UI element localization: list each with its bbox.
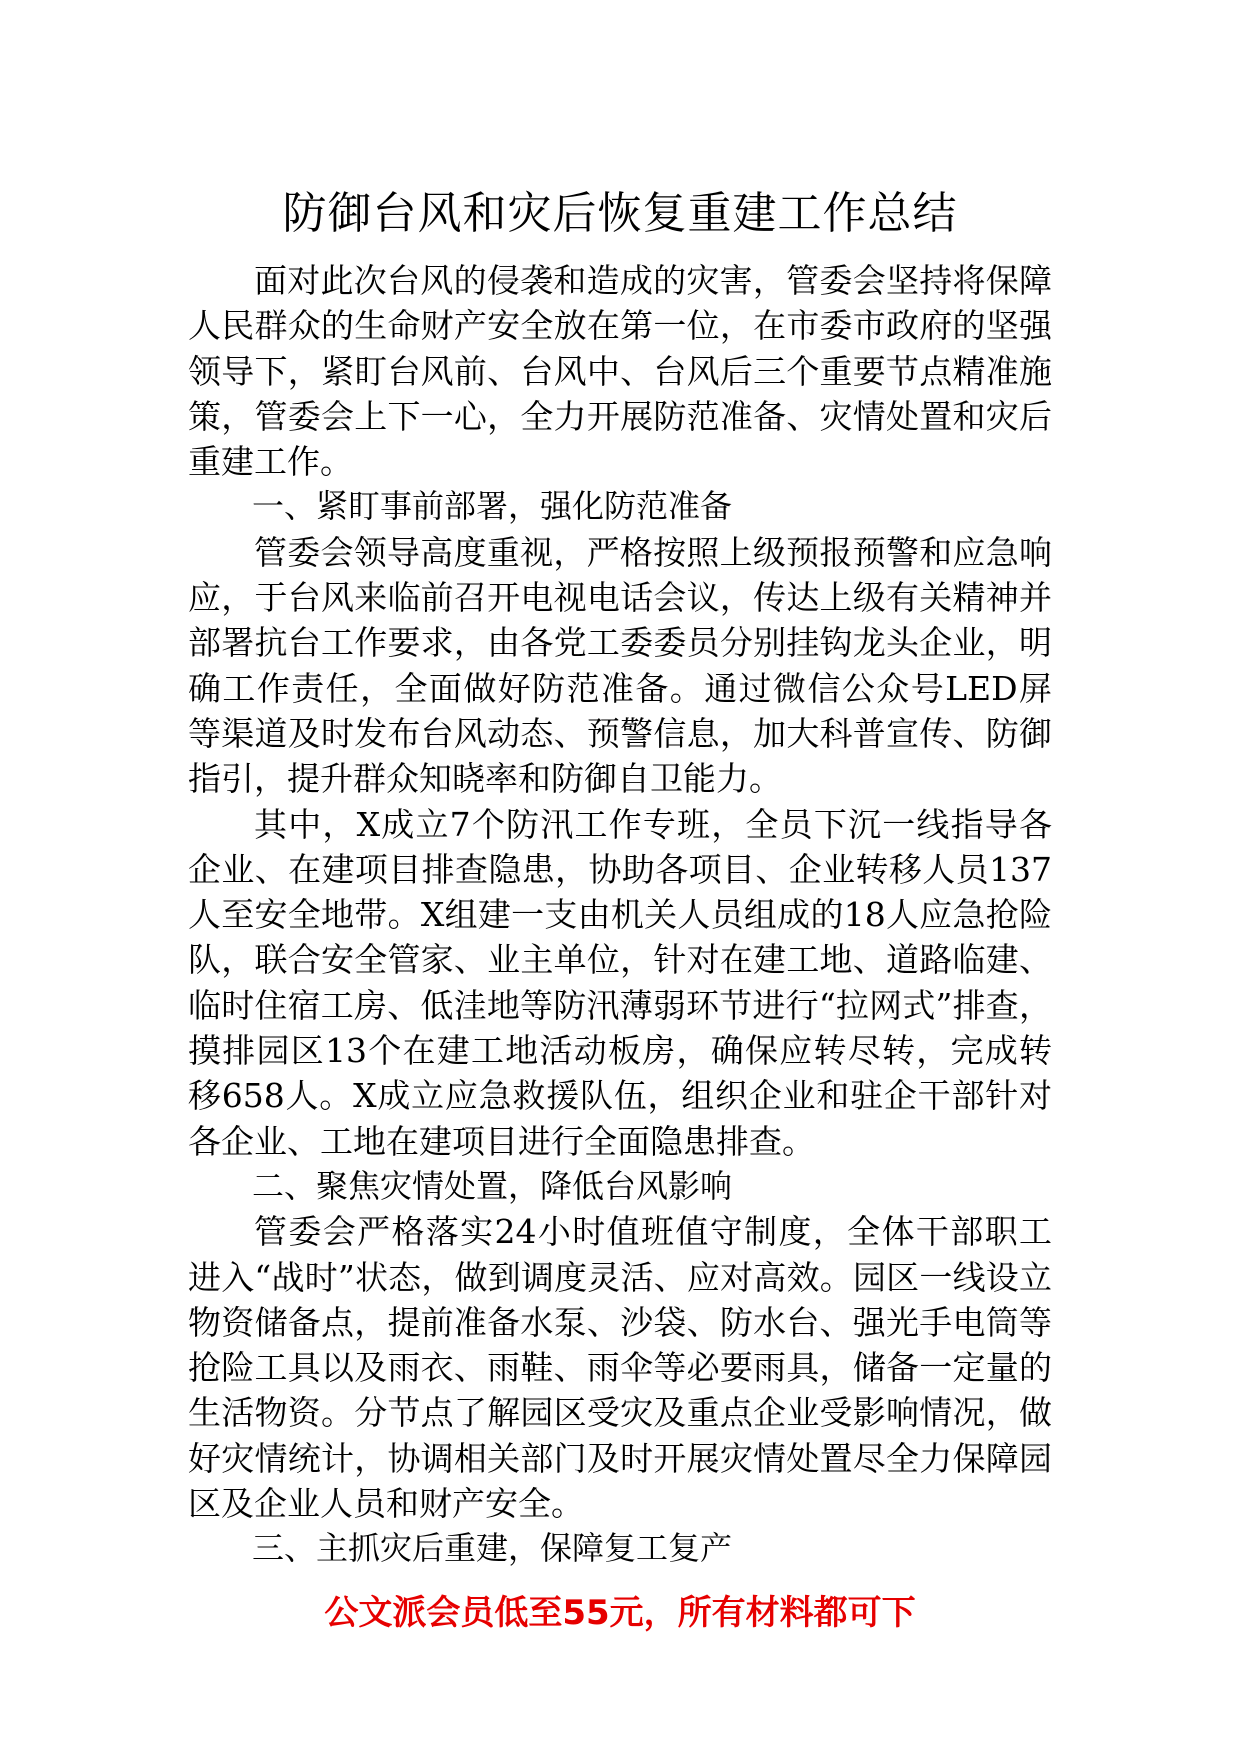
section-heading-1: 一、紧盯事前部署，强化防范准备 — [252, 487, 733, 526]
intro-paragraph: 面对此次台风的侵袭和造成的灾害，管委会坚持将保障人民群众的生命财产安全放在第一位，在市委市政府的坚强领导下，紧盯台风前、台风中、台风后三个重要节点精准施策，管委会上下一心，全力开展防范准备、灾情处置和灾后重建工作。 — [188, 261, 1052, 482]
section-heading-3: 三、主抓灾后重建，保障复工复产 — [252, 1529, 733, 1568]
section-1-paragraph-1: 管委会领导高度重视，严格按照上级预报预警和应急响应，于台风来临前召开电视电话会议，传达上级有关精神并部署抗台工作要求，由各党工委委员分别挂钩龙头企业，明确工作责任，全面做好防范准备。通过微信公众号LED屏等渠道及时发布台风动态、预警信息，加大科普宣传、防御指引，提升群众知晓率和防御自卫能力。 — [188, 532, 1052, 799]
section-2-paragraph-1: 管委会严格落实24小时值班值守制度，全体干部职工进入“战时”状态，做到调度灵活、应对高效。园区一线设立物资储备点，提前准备水泵、沙袋、防水台、强光手电筒等抢险工具以及雨衣、雨鞋、雨伞等必要雨具，储备一定量的生活物资。分节点了解园区受灾及重点企业受影响情况，做好灾情统计，协调相关部门及时开展灾情处置尽全力保障园区及企业人员和财产安全。 — [188, 1212, 1052, 1524]
document-body — [188, 258, 1052, 1572]
promo-banner: 公文派会员低至55元，所有材料都可下 — [324, 1593, 916, 1633]
section-heading-2: 二、聚焦灾情处置，降低台风影响 — [252, 1166, 733, 1205]
section-1-paragraph-2: 其中，X成立7个防汛工作专班，全员下沉一线指导各企业、在建项目排查隐患，协助各项目、企业转移人员137人至安全地带。X组建一支由机关人员组成的18人应急抢险队，联合安全管家、业主单位，针对在建工地、道路临建、临时住宿工房、低洼地等防汛薄弱环节进行“拉网式”排查，摸排园区13个在建工地活动板房，确保应转尽转，完成转移658人。X成立应急救援队伍，组织企业和驻企干部针对各企业、工地在建项目进行全面隐患排查。 — [188, 804, 1052, 1161]
document-title: 防御台风和灾后恢复重建工作总结 — [282, 188, 958, 239]
